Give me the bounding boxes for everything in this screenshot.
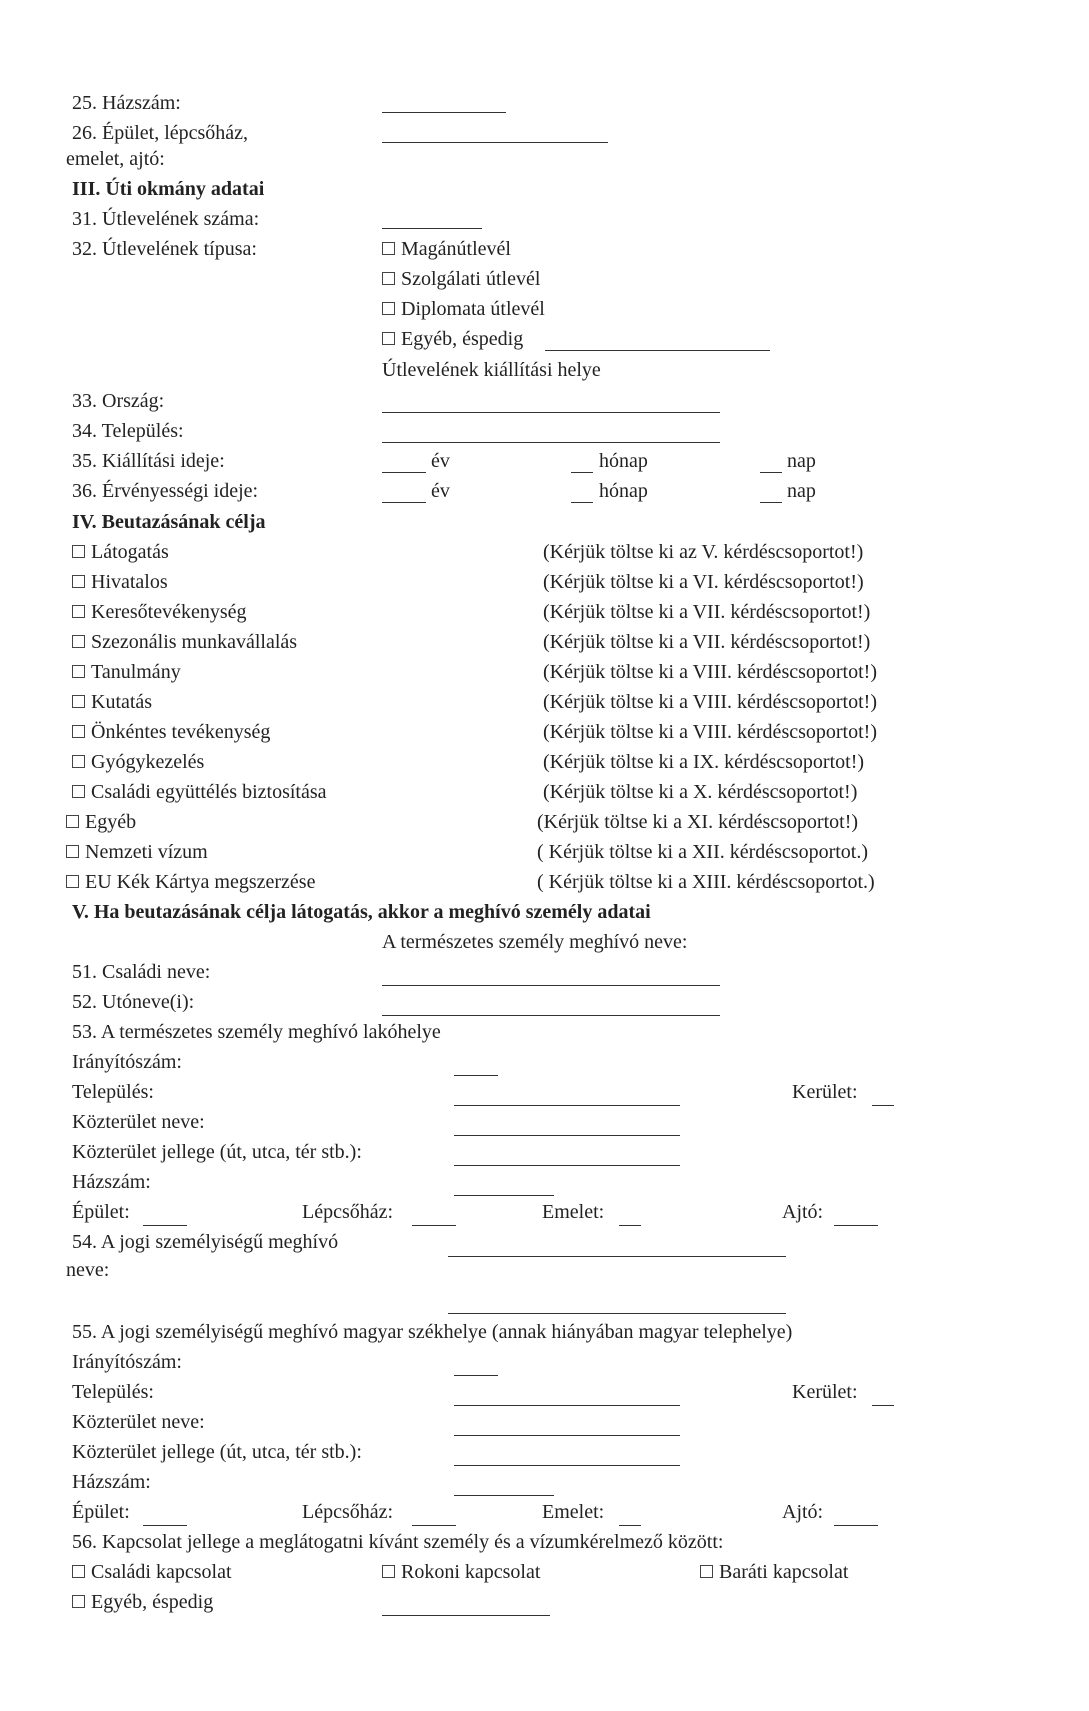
building-label: Épület: [72,1501,130,1523]
field-53-label: 53. A természetes személy meghívó lakóhelye [72,1021,441,1043]
checkbox-icon[interactable] [382,242,395,255]
field-36-day-input[interactable] [760,502,782,503]
field-26-label-line1: 26. Épület, lépcsőház, [72,122,249,144]
district-label: Kerület: [792,1081,858,1103]
street-type-input[interactable] [454,1465,680,1466]
relation-friend[interactable] [700,1560,848,1584]
purpose-employment[interactable] [72,600,247,624]
door-input[interactable] [834,1525,878,1526]
zip-label: Irányítószám: [72,1051,182,1073]
field-26-input[interactable] [382,142,608,143]
purpose-other[interactable] [66,810,136,834]
year-label: év [431,480,450,502]
field-54-label-line1: 54. A jogi személyiségű meghívó [72,1231,339,1253]
month-label: hónap [599,480,648,502]
field-52-label: 52. Utóneve(i): [72,991,195,1013]
purpose-seasonal-work[interactable] [72,630,297,654]
street-type-input[interactable] [454,1165,680,1166]
field-35-year-input[interactable] [382,472,426,473]
field-33-input[interactable] [382,412,720,413]
checkbox-icon[interactable] [72,785,85,798]
building-input[interactable] [143,1225,187,1226]
town-input[interactable] [454,1405,680,1406]
checkbox-icon[interactable] [66,845,79,858]
purpose-note: (Kérjük töltse ki a IX. kérdéscsoportot!) [543,751,865,773]
district-input[interactable] [872,1405,894,1406]
section-5-heading: V. Ha beutazásának célja látogatás, akkor a meghívó személy adatai [72,901,651,923]
purpose-label: Önkéntes tevékenység [91,721,271,743]
street-input[interactable] [454,1435,680,1436]
town-label: Település: [72,1381,154,1403]
field-26-label-line2: emelet, ajtó: [66,148,165,170]
field-31-label: 31. Útlevelének száma: [72,208,260,230]
purpose-note: (Kérjük töltse ki a VII. kérdéscsoportot!) [543,601,871,623]
checkbox-icon[interactable] [72,665,85,678]
field-51-label: 51. Családi neve: [72,961,211,983]
field-54-label-line2: neve: [66,1259,110,1281]
day-label: nap [787,480,816,502]
checkbox-icon[interactable] [382,272,395,285]
street-type-label: Közterület jellege (út, utca, tér stb.): [72,1441,362,1463]
field-55-label: 55. A jogi személyiségű meghívó magyar székhelye (annak hiányában magyar telephelye) [72,1321,793,1343]
door-label: Ajtó: [782,1501,824,1523]
purpose-note: (Kérjük töltse ki a VII. kérdéscsoportot!) [543,631,871,653]
field-56-label: 56. Kapcsolat jellege a meglátogatni kívánt személy és a vízumkérelmező között: [72,1531,724,1553]
floor-input[interactable] [619,1225,641,1226]
building-label: Épület: [72,1201,130,1223]
purpose-note: (Kérjük töltse ki a VIII. kérdéscsoportot!) [543,721,877,743]
purpose-study[interactable] [72,660,181,684]
purpose-label: Tanulmány [91,661,181,683]
stair-input[interactable] [412,1525,456,1526]
town-label: Település: [72,1081,154,1103]
house-number-input[interactable] [454,1495,554,1496]
passport-type-label: Szolgálati útlevél [401,268,541,290]
purpose-label: Gyógykezelés [91,751,205,773]
purpose-label: Szezonális munkavállalás [91,631,298,653]
month-label: hónap [599,450,648,472]
relation-label: Egyéb, éspedig [91,1591,214,1613]
relation-other[interactable] [72,1590,213,1614]
checkbox-icon[interactable] [72,575,85,588]
field-36-month-input[interactable] [571,502,593,503]
relation-relative[interactable] [382,1560,540,1584]
street-type-label: Közterület jellege (út, utca, tér stb.): [72,1141,362,1163]
section-3-heading: III. Úti okmány adatai [72,178,265,200]
purpose-note: (Kérjük töltse ki a VIII. kérdéscsoportot!) [543,691,877,713]
purpose-note: (Kérjük töltse ki a VI. kérdéscsoportot!) [543,571,864,593]
purpose-note: ( Kérjük töltse ki a XIII. kérdéscsoportot.) [537,871,875,893]
house-number-input[interactable] [454,1195,554,1196]
passport-type-label: Magánútlevél [401,238,511,260]
relation-label: Rokoni kapcsolat [401,1561,541,1583]
district-label: Kerület: [792,1381,858,1403]
checkbox-icon[interactable] [66,815,79,828]
purpose-label: Keresőtevékenység [91,601,247,623]
purpose-official[interactable] [72,570,168,594]
purpose-medical[interactable] [72,750,204,774]
passport-type-diplomatic[interactable] [382,297,545,321]
section-4-heading: IV. Beutazásának célja [72,511,266,533]
purpose-eu-blue-card[interactable] [66,870,315,894]
field-34-input[interactable] [382,442,720,443]
door-input[interactable] [834,1225,878,1226]
purpose-note: (Kérjük töltse ki a XI. kérdéscsoportot!) [537,811,859,833]
checkbox-icon[interactable] [72,635,85,648]
relation-label: Családi kapcsolat [91,1561,232,1583]
field-34-label: 34. Település: [72,420,184,442]
passport-place-label: Útlevelének kiállítási helye [382,359,601,381]
field-32-label: 32. Útlevelének típusa: [72,238,257,260]
checkbox-icon[interactable] [382,332,395,345]
passport-type-service[interactable] [382,267,540,291]
natural-person-name-label: A természetes személy meghívó neve: [382,931,688,953]
purpose-national-visa[interactable] [66,840,208,864]
purpose-note: (Kérjük töltse ki a X. kérdéscsoportot!) [543,781,858,803]
street-label: Közterület neve: [72,1111,205,1133]
purpose-label: Nemzeti vízum [85,841,208,863]
purpose-label: Hivatalos [91,571,168,593]
checkbox-icon[interactable] [66,875,79,888]
stair-label: Lépcsőház: [302,1201,394,1223]
relation-other-input[interactable] [382,1615,550,1616]
field-35-month-input[interactable] [571,472,593,473]
street-label: Közterület neve: [72,1411,205,1433]
field-25-label: 25. Házszám: [72,92,181,114]
purpose-note: ( Kérjük töltse ki a XII. kérdéscsoportot.) [537,841,869,863]
passport-type-other-input[interactable] [545,350,770,351]
checkbox-icon[interactable] [72,545,85,558]
field-31-input[interactable] [382,228,482,229]
field-25-input[interactable] [382,112,506,113]
field-36-label: 36. Érvényességi ideje: [72,480,259,502]
floor-label: Emelet: [542,1501,605,1523]
field-54-input-line1[interactable] [448,1256,786,1257]
passport-type-other[interactable] [382,327,523,351]
purpose-label: Családi együttélés biztosítása [91,781,327,803]
field-35-day-input[interactable] [760,472,782,473]
zip-label: Irányítószám: [72,1351,182,1373]
relation-label: Baráti kapcsolat [719,1561,849,1583]
checkbox-icon[interactable] [72,725,85,738]
field-52-input[interactable] [382,1015,720,1016]
building-input[interactable] [143,1525,187,1526]
town-input[interactable] [454,1105,680,1106]
field-54-input-line2[interactable] [448,1313,786,1314]
field-36-year-input[interactable] [382,502,426,503]
zip-input[interactable] [454,1075,498,1076]
checkbox-icon[interactable] [72,695,85,708]
field-51-input[interactable] [382,985,720,986]
passport-type-private[interactable] [382,237,511,261]
checkbox-icon[interactable] [72,1565,85,1578]
purpose-label: EU Kék Kártya megszerzése [85,871,316,893]
purpose-family-reunion[interactable] [72,780,327,804]
field-35-label: 35. Kiállítási ideje: [72,450,225,472]
checkbox-icon[interactable] [72,605,85,618]
purpose-label: Látogatás [91,541,169,563]
year-label: év [431,450,450,472]
passport-type-label: Diplomata útlevél [401,298,545,320]
floor-label: Emelet: [542,1201,605,1223]
house-number-label: Házszám: [72,1471,151,1493]
purpose-research[interactable] [72,690,152,714]
checkbox-icon[interactable] [382,302,395,315]
checkbox-icon[interactable] [72,1595,85,1608]
day-label: nap [787,450,816,472]
stair-label: Lépcsőház: [302,1501,394,1523]
house-number-label: Házszám: [72,1171,151,1193]
door-label: Ajtó: [782,1201,824,1223]
checkbox-icon[interactable] [382,1565,395,1578]
relation-family[interactable] [72,1560,232,1584]
purpose-note: (Kérjük töltse ki a VIII. kérdéscsoportot!) [543,661,877,683]
purpose-visit[interactable] [72,540,169,564]
field-33-label: 33. Ország: [72,390,165,412]
checkbox-icon[interactable] [72,755,85,768]
stair-input[interactable] [412,1225,456,1226]
purpose-volunteering[interactable] [72,720,270,744]
purpose-note: (Kérjük töltse ki az V. kérdéscsoportot!) [543,541,864,563]
purpose-label: Kutatás [91,691,153,713]
checkbox-icon[interactable] [700,1565,713,1578]
street-input[interactable] [454,1135,680,1136]
zip-input[interactable] [454,1375,498,1376]
purpose-label: Egyéb [85,811,137,833]
floor-input[interactable] [619,1525,641,1526]
district-input[interactable] [872,1105,894,1106]
passport-type-label: Egyéb, éspedig [401,328,524,350]
